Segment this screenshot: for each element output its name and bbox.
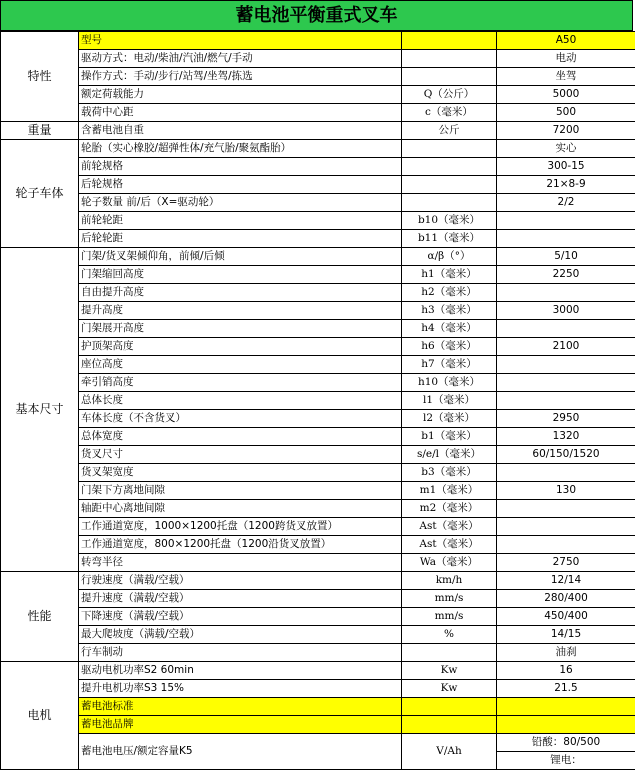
spec-name: 总体长度: [79, 392, 402, 410]
spec-name: 行驶速度（满载/空载）: [79, 572, 402, 590]
spec-unit: h10（毫米）: [402, 374, 497, 392]
spec-unit: m1（毫米）: [402, 482, 497, 500]
spec-row-battery-voltage: [1, 734, 635, 770]
spec-row: [1, 338, 635, 356]
spec-unit: V/Ah: [402, 734, 497, 770]
spec-name: 转弯半径: [79, 554, 402, 572]
spec-name: 门架展开高度: [79, 320, 402, 338]
spec-value: [497, 464, 635, 482]
spec-name: 蓄电池标准: [79, 698, 402, 716]
spec-unit: [402, 644, 497, 662]
spec-unit: s/e/l（毫米）: [402, 446, 497, 464]
battery-lithium-value: 锂电：: [497, 752, 635, 769]
spec-row: [1, 374, 635, 392]
spec-unit: b1（毫米）: [402, 428, 497, 446]
spec-name: 工作通道宽度，1000×1200托盘（1200跨货叉放置）: [79, 518, 402, 536]
spec-value: [497, 356, 635, 374]
spec-name: 后轮规格: [79, 176, 402, 194]
spec-name: 下降速度（满载/空载）: [79, 608, 402, 626]
spec-name: 载荷中心距: [79, 104, 402, 122]
spec-value: [497, 698, 635, 716]
spec-unit: km/h: [402, 572, 497, 590]
spec-unit: [402, 140, 497, 158]
spec-value: [497, 320, 635, 338]
spec-value: 坐驾: [497, 68, 635, 86]
spec-row: [1, 140, 635, 158]
spec-unit: Kw: [402, 662, 497, 680]
spec-name: 额定荷载能力: [79, 86, 402, 104]
spec-value: 14/15: [497, 626, 635, 644]
spec-row: [1, 158, 635, 176]
spec-value: [497, 500, 635, 518]
spec-name: 前轮规格: [79, 158, 402, 176]
spec-unit: h2（毫米）: [402, 284, 497, 302]
spec-unit: Q（公斤）: [402, 86, 497, 104]
spec-row: [1, 428, 635, 446]
spec-value: 12/14: [497, 572, 635, 590]
spec-row: [1, 716, 635, 734]
spec-row: [1, 104, 635, 122]
spec-row: [1, 248, 635, 266]
spec-value: 21.5: [497, 680, 635, 698]
spec-row: [1, 392, 635, 410]
spec-unit: b3（毫米）: [402, 464, 497, 482]
spec-name: 提升高度: [79, 302, 402, 320]
spec-value: 16: [497, 662, 635, 680]
spec-value: 21×8-9: [497, 176, 635, 194]
spec-row: [1, 176, 635, 194]
spec-row: [1, 572, 635, 590]
spec-value: [497, 716, 635, 734]
spec-value: 2100: [497, 338, 635, 356]
spec-row: [1, 680, 635, 698]
spec-row: [1, 590, 635, 608]
sheet-title: 蓄电池平衡重式叉车: [0, 0, 633, 31]
spec-unit: h3（毫米）: [402, 302, 497, 320]
spec-unit: Kw: [402, 680, 497, 698]
spec-value: [497, 230, 635, 248]
spec-value: 300-15: [497, 158, 635, 176]
spec-unit: l1（毫米）: [402, 392, 497, 410]
spec-name: 工作通道宽度，800×1200托盘（1200沿货叉放置）: [79, 536, 402, 554]
spec-value: 450/400: [497, 608, 635, 626]
spec-name: 蓄电池品牌: [79, 716, 402, 734]
spec-value: 3000: [497, 302, 635, 320]
spec-name: 驱动方式：电动/柴油/汽油/燃气/手动: [79, 50, 402, 68]
spec-value: 5000: [497, 86, 635, 104]
spec-row: [1, 230, 635, 248]
spec-row: [1, 482, 635, 500]
spec-unit: h1（毫米）: [402, 266, 497, 284]
spec-name: 最大爬坡度（满载/空载）: [79, 626, 402, 644]
spec-row: [1, 500, 635, 518]
spec-row: [1, 608, 635, 626]
spec-unit: l2（毫米）: [402, 410, 497, 428]
spec-name: 轮胎（实心橡胶/超弹性体/充气胎/聚氨酯胎）: [79, 140, 402, 158]
spec-unit: b11（毫米）: [402, 230, 497, 248]
spec-unit: [402, 50, 497, 68]
spec-value: 实心: [497, 140, 635, 158]
spec-value: 2750: [497, 554, 635, 572]
spec-row: [1, 536, 635, 554]
spec-unit: Wa（毫米）: [402, 554, 497, 572]
spec-value: 5/10: [497, 248, 635, 266]
spec-row: [1, 122, 635, 140]
spec-value: 2250: [497, 266, 635, 284]
spec-unit: c（毫米）: [402, 104, 497, 122]
spec-unit: Ast（毫米）: [402, 536, 497, 554]
spec-unit: h4（毫米）: [402, 320, 497, 338]
spec-name: 操作方式：手动/步行/站驾/坐驾/拣选: [79, 68, 402, 86]
spec-name: 驱动电机功率S2 60min: [79, 662, 402, 680]
spec-value: 1320: [497, 428, 635, 446]
spec-name: 车体长度（不含货叉）: [79, 410, 402, 428]
spec-value: 电动: [497, 50, 635, 68]
spec-name: 货叉架宽度: [79, 464, 402, 482]
category-cell: 重量: [1, 122, 79, 140]
spec-row: [1, 284, 635, 302]
spec-unit: α/β（°）: [402, 248, 497, 266]
category-cell: 电机: [1, 662, 79, 770]
spec-value: A50: [497, 32, 635, 50]
spec-name: 护顶架高度: [79, 338, 402, 356]
spec-value: 7200: [497, 122, 635, 140]
spec-value: 2950: [497, 410, 635, 428]
spec-row: [1, 266, 635, 284]
spec-name: 后轮轮距: [79, 230, 402, 248]
spec-name: 轮子数量 前/后（X=驱动轮）: [79, 194, 402, 212]
spec-row: [1, 68, 635, 86]
spec-name: 货叉尺寸: [79, 446, 402, 464]
spec-name: 门架/货叉架倾仰角，前倾/后倾: [79, 248, 402, 266]
spec-value: 500: [497, 104, 635, 122]
spec-name: 型号: [79, 32, 402, 50]
spec-unit: mm/s: [402, 608, 497, 626]
spec-name: 门架下方离地间隙: [79, 482, 402, 500]
spec-value: 60/150/1520: [497, 446, 635, 464]
spec-value: [497, 212, 635, 230]
spec-row: [1, 86, 635, 104]
spec-value: 280/400: [497, 590, 635, 608]
spec-value-battery: [497, 734, 635, 770]
spec-row: [1, 50, 635, 68]
spec-unit: [402, 32, 497, 50]
spec-unit: [402, 176, 497, 194]
spec-row: [1, 518, 635, 536]
spec-row: [1, 662, 635, 680]
spec-unit: 公斤: [402, 122, 497, 140]
spec-row: [1, 644, 635, 662]
spec-row: [1, 32, 635, 50]
spec-name: 含蓄电池自重: [79, 122, 402, 140]
spec-value: 2/2: [497, 194, 635, 212]
spec-value: 130: [497, 482, 635, 500]
spec-name: 提升速度（满载/空载）: [79, 590, 402, 608]
spec-table: [0, 31, 635, 770]
spec-unit: [402, 194, 497, 212]
spec-row: [1, 194, 635, 212]
spec-name: 牵引销高度: [79, 374, 402, 392]
spec-row: [1, 410, 635, 428]
spec-name: 门架缩回高度: [79, 266, 402, 284]
spec-name: 自由提升高度: [79, 284, 402, 302]
spec-name: 轴距中心离地间隙: [79, 500, 402, 518]
spec-name: 提升电机功率S3 15%: [79, 680, 402, 698]
spec-row: [1, 626, 635, 644]
spec-row: [1, 464, 635, 482]
spec-row: [1, 356, 635, 374]
spec-value: [497, 392, 635, 410]
category-cell: 性能: [1, 572, 79, 662]
spec-name: 座位高度: [79, 356, 402, 374]
battery-lead-acid-value: 铅酸：80/500: [497, 734, 635, 752]
spec-unit: Ast（毫米）: [402, 518, 497, 536]
category-cell: 基本尺寸: [1, 248, 79, 572]
spec-name: 总体宽度: [79, 428, 402, 446]
spec-unit: b10（毫米）: [402, 212, 497, 230]
spec-unit: [402, 158, 497, 176]
spec-name: 前轮轮距: [79, 212, 402, 230]
spec-unit: mm/s: [402, 590, 497, 608]
spec-row: [1, 446, 635, 464]
spec-value: [497, 518, 635, 536]
spec-value: [497, 374, 635, 392]
spec-unit: %: [402, 626, 497, 644]
spec-row: [1, 302, 635, 320]
spec-unit: h7（毫米）: [402, 356, 497, 374]
spec-row: [1, 212, 635, 230]
category-cell: 特性: [1, 32, 79, 122]
spec-value: [497, 284, 635, 302]
spec-name: 行车制动: [79, 644, 402, 662]
spec-unit: [402, 698, 497, 716]
category-cell: 轮子车体: [1, 140, 79, 248]
spec-name: 蓄电池电压/额定容量K5: [79, 734, 402, 770]
spec-value: 油刹: [497, 644, 635, 662]
spec-row: [1, 698, 635, 716]
spec-value: [497, 536, 635, 554]
spec-unit: [402, 68, 497, 86]
spec-unit: m2（毫米）: [402, 500, 497, 518]
spec-row: [1, 320, 635, 338]
spec-row: [1, 554, 635, 572]
spec-unit: [402, 716, 497, 734]
spec-unit: h6（毫米）: [402, 338, 497, 356]
